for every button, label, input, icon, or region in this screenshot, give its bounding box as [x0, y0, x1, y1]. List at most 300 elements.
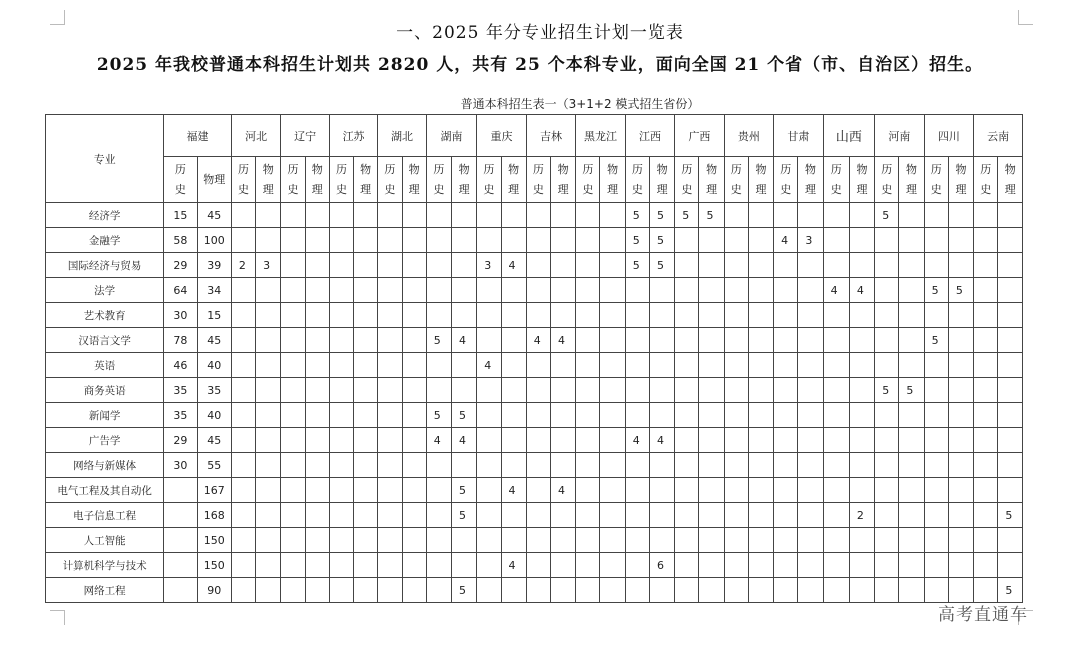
province-quota-cell [748, 278, 773, 303]
province-quota-cell [281, 328, 305, 353]
province-quota-cell [305, 228, 329, 253]
province-quota-cell [699, 528, 724, 553]
province-quota-cell [625, 303, 649, 328]
province-quota-cell [378, 528, 402, 553]
fujian-physics-count: 45 [197, 203, 231, 228]
province-quota-cell [748, 353, 773, 378]
province-quota-cell: 5 [452, 578, 477, 603]
province-quota-cell [823, 553, 849, 578]
province-quota-cell [305, 278, 329, 303]
province-quota-cell [426, 203, 451, 228]
province-quota-cell [699, 578, 724, 603]
fujian-physics-count: 39 [197, 253, 231, 278]
province-quota-cell [798, 428, 823, 453]
header-province-fujian: 福建 [164, 115, 232, 157]
province-quota-cell [849, 353, 874, 378]
province-quota-cell [426, 478, 451, 503]
province-quota-cell [649, 453, 674, 478]
province-quota-cell [675, 553, 699, 578]
province-quota-cell [899, 303, 924, 328]
province-quota-cell [426, 453, 451, 478]
province-quota-cell [550, 303, 575, 328]
province-quota-cell [675, 303, 699, 328]
province-quota-cell [477, 228, 501, 253]
header-province: 广西 [675, 115, 724, 157]
header-province: 山西 [823, 115, 875, 157]
province-quota-cell [576, 428, 600, 453]
province-quota-cell [354, 553, 378, 578]
province-quota-cell [231, 228, 255, 253]
province-quota-cell [402, 528, 426, 553]
province-quota-cell [974, 303, 998, 328]
province-quota-cell: 3 [798, 228, 823, 253]
province-quota-cell [378, 353, 402, 378]
province-quota-cell [699, 328, 724, 353]
province-quota-cell [550, 528, 575, 553]
province-quota-cell [849, 428, 874, 453]
province-quota-cell [477, 278, 501, 303]
province-quota-cell: 4 [526, 328, 550, 353]
province-quota-cell [625, 328, 649, 353]
province-quota-cell [256, 528, 281, 553]
province-quota-cell [550, 578, 575, 603]
province-quota-cell [675, 328, 699, 353]
province-quota-cell [924, 553, 948, 578]
province-quota-cell [256, 378, 281, 403]
province-quota-cell: 5 [924, 328, 948, 353]
province-quota-cell [600, 228, 625, 253]
province-quota-cell [899, 353, 924, 378]
fujian-history-count: 15 [164, 203, 197, 228]
fujian-physics-count: 100 [197, 228, 231, 253]
province-quota-cell [774, 503, 798, 528]
province-quota-cell [699, 228, 724, 253]
province-quota-cell [600, 453, 625, 478]
province-quota-cell [774, 353, 798, 378]
province-quota-cell [823, 528, 849, 553]
province-quota-cell: 2 [231, 253, 255, 278]
province-quota-cell: 5 [426, 328, 451, 353]
major-name: 网络与新媒体 [46, 453, 164, 478]
province-quota-cell [875, 278, 899, 303]
province-quota-cell [501, 578, 526, 603]
province-quota-cell [748, 328, 773, 353]
major-name: 英语 [46, 353, 164, 378]
province-quota-cell: 4 [426, 428, 451, 453]
province-quota-cell [305, 553, 329, 578]
province-quota-cell [452, 528, 477, 553]
province-quota-cell [501, 328, 526, 353]
province-quota-cell [402, 453, 426, 478]
table-row [46, 528, 1023, 553]
province-quota-cell [550, 453, 575, 478]
major-name: 电子信息工程 [46, 503, 164, 528]
table-row [46, 253, 1023, 278]
province-quota-cell [625, 453, 649, 478]
province-quota-cell [576, 528, 600, 553]
province-quota-cell [426, 303, 451, 328]
province-quota-cell [452, 303, 477, 328]
province-quota-cell [724, 403, 748, 428]
province-quota-cell [948, 453, 973, 478]
province-quota-cell [526, 253, 550, 278]
province-quota-cell [402, 203, 426, 228]
province-quota-cell [823, 578, 849, 603]
province-quota-cell: 5 [899, 378, 924, 403]
province-quota-cell [974, 453, 998, 478]
province-quota-cell [899, 228, 924, 253]
header-history: 历 史 [675, 157, 699, 203]
province-quota-cell [998, 253, 1023, 278]
province-quota-cell [625, 578, 649, 603]
province-quota-cell [231, 278, 255, 303]
header-history: 历 史 [477, 157, 501, 203]
table-row [46, 378, 1023, 403]
province-quota-cell [875, 528, 899, 553]
province-quota-cell [329, 378, 353, 403]
province-quota-cell [600, 303, 625, 328]
fujian-physics-count: 40 [197, 353, 231, 378]
province-quota-cell [378, 278, 402, 303]
province-quota-cell: 5 [452, 503, 477, 528]
province-quota-cell [426, 253, 451, 278]
province-quota-cell [402, 278, 426, 303]
province-quota-cell [998, 553, 1023, 578]
province-quota-cell [823, 453, 849, 478]
province-quota-cell: 4 [550, 478, 575, 503]
province-quota-cell [576, 378, 600, 403]
province-quota-cell [849, 453, 874, 478]
province-quota-cell [378, 478, 402, 503]
province-quota-cell [256, 303, 281, 328]
header-physics: 物 理 [748, 157, 773, 203]
province-quota-cell [774, 478, 798, 503]
province-quota-cell [998, 353, 1023, 378]
table-row [46, 503, 1023, 528]
province-quota-cell: 4 [550, 328, 575, 353]
province-quota-cell [256, 328, 281, 353]
province-quota-cell [924, 378, 948, 403]
header-history: 历 史 [281, 157, 305, 203]
fujian-physics-count: 55 [197, 453, 231, 478]
province-quota-cell [875, 478, 899, 503]
province-quota-cell [998, 528, 1023, 553]
province-quota-cell [378, 303, 402, 328]
province-quota-cell [724, 553, 748, 578]
province-quota-cell [256, 428, 281, 453]
province-quota-cell: 5 [875, 378, 899, 403]
province-quota-cell [329, 453, 353, 478]
province-quota-cell [974, 378, 998, 403]
province-quota-cell [576, 303, 600, 328]
province-quota-cell [948, 403, 973, 428]
fujian-history-count: 78 [164, 328, 197, 353]
province-quota-cell [452, 203, 477, 228]
province-quota-cell [823, 403, 849, 428]
province-quota-cell: 4 [625, 428, 649, 453]
fujian-history-count: 46 [164, 353, 197, 378]
province-quota-cell [924, 478, 948, 503]
fujian-history-count [164, 478, 197, 503]
province-quota-cell: 4 [649, 428, 674, 453]
province-quota-cell [849, 378, 874, 403]
province-quota-cell [823, 378, 849, 403]
province-quota-cell [402, 303, 426, 328]
province-quota-cell: 5 [625, 203, 649, 228]
province-quota-cell [748, 503, 773, 528]
province-quota-cell [600, 353, 625, 378]
province-quota-cell [354, 378, 378, 403]
province-quota-cell [402, 378, 426, 403]
province-quota-cell: 3 [256, 253, 281, 278]
province-quota-cell [354, 578, 378, 603]
province-quota-cell [378, 428, 402, 453]
province-quota-cell [948, 428, 973, 453]
province-quota-cell [329, 403, 353, 428]
province-quota-cell [600, 203, 625, 228]
province-quota-cell [724, 228, 748, 253]
province-quota-cell [724, 303, 748, 328]
header-physics: 物 理 [899, 157, 924, 203]
province-quota-cell [998, 378, 1023, 403]
province-quota-cell [231, 578, 255, 603]
province-quota-cell [329, 278, 353, 303]
province-quota-cell [974, 553, 998, 578]
province-quota-cell [699, 378, 724, 403]
major-name: 人工智能 [46, 528, 164, 553]
province-quota-cell [402, 553, 426, 578]
province-quota-cell [849, 203, 874, 228]
province-quota-cell [281, 578, 305, 603]
fujian-physics-count: 167 [197, 478, 231, 503]
province-quota-cell [699, 303, 724, 328]
province-quota-cell [452, 378, 477, 403]
province-quota-cell [231, 453, 255, 478]
province-quota-cell [924, 428, 948, 453]
province-quota-cell [402, 503, 426, 528]
province-quota-cell [426, 353, 451, 378]
province-quota-cell [426, 503, 451, 528]
province-quota-cell [899, 203, 924, 228]
province-quota-cell [402, 228, 426, 253]
province-quota-cell [998, 328, 1023, 353]
province-quota-cell [875, 303, 899, 328]
header-province: 江苏 [329, 115, 377, 157]
province-quota-cell [724, 453, 748, 478]
province-quota-cell [625, 378, 649, 403]
province-quota-cell [329, 578, 353, 603]
document-title: 一、2025 年分专业招生计划一览表 [396, 23, 684, 43]
header-province: 河南 [875, 115, 924, 157]
province-quota-cell [231, 403, 255, 428]
province-quota-cell [354, 328, 378, 353]
province-quota-cell [501, 453, 526, 478]
province-quota-cell [675, 253, 699, 278]
province-quota-cell: 5 [948, 278, 973, 303]
province-quota-cell [501, 203, 526, 228]
province-quota-cell [305, 403, 329, 428]
province-quota-cell [849, 553, 874, 578]
fujian-physics-count: 15 [197, 303, 231, 328]
province-quota-cell [329, 303, 353, 328]
province-quota-cell [875, 453, 899, 478]
province-quota-cell [281, 203, 305, 228]
province-quota-cell [974, 478, 998, 503]
table-caption: 普通本科招生表一（3+1+2 模式招生省份） [460, 97, 700, 111]
province-quota-cell: 5 [924, 278, 948, 303]
province-quota-cell [329, 328, 353, 353]
province-quota-cell [823, 503, 849, 528]
enrollment-plan-table [45, 114, 1023, 603]
province-quota-cell [924, 303, 948, 328]
province-quota-cell: 5 [875, 203, 899, 228]
province-quota-cell [354, 303, 378, 328]
major-name: 金融学 [46, 228, 164, 253]
province-quota-cell [849, 328, 874, 353]
province-quota-cell [798, 578, 823, 603]
province-quota-cell [550, 278, 575, 303]
header-history: 历 史 [526, 157, 550, 203]
province-quota-cell [823, 353, 849, 378]
province-quota-cell [477, 503, 501, 528]
fujian-physics-count: 35 [197, 378, 231, 403]
province-quota-cell [501, 303, 526, 328]
province-quota-cell [649, 528, 674, 553]
province-quota-cell [798, 478, 823, 503]
province-quota-cell [281, 503, 305, 528]
fujian-physics-count: 150 [197, 553, 231, 578]
province-quota-cell [576, 478, 600, 503]
province-quota-cell [774, 553, 798, 578]
province-quota-cell [798, 378, 823, 403]
province-quota-cell: 4 [849, 278, 874, 303]
province-quota-cell [899, 478, 924, 503]
province-quota-cell [974, 428, 998, 453]
province-quota-cell: 5 [625, 253, 649, 278]
province-quota-cell [329, 203, 353, 228]
fujian-history-count [164, 553, 197, 578]
province-quota-cell [798, 528, 823, 553]
province-quota-cell [305, 328, 329, 353]
province-quota-cell: 5 [998, 578, 1023, 603]
province-quota-cell [798, 278, 823, 303]
province-quota-cell [724, 428, 748, 453]
province-quota-cell [231, 503, 255, 528]
province-quota-cell [924, 403, 948, 428]
province-quota-cell [974, 528, 998, 553]
province-quota-cell [998, 403, 1023, 428]
province-quota-cell [875, 553, 899, 578]
province-quota-cell [899, 503, 924, 528]
province-quota-cell [600, 403, 625, 428]
province-quota-cell [378, 503, 402, 528]
province-quota-cell [798, 203, 823, 228]
province-quota-cell [281, 278, 305, 303]
province-quota-cell [305, 303, 329, 328]
province-quota-cell [305, 503, 329, 528]
province-quota-cell: 5 [426, 403, 451, 428]
province-quota-cell [974, 328, 998, 353]
province-quota-cell [948, 528, 973, 553]
province-quota-cell [600, 428, 625, 453]
province-quota-cell: 5 [998, 503, 1023, 528]
province-quota-cell: 4 [452, 428, 477, 453]
province-quota-cell [354, 253, 378, 278]
province-quota-cell [477, 578, 501, 603]
province-quota-cell [526, 553, 550, 578]
header-physics: 物 理 [948, 157, 973, 203]
province-quota-cell [899, 428, 924, 453]
province-quota-cell [452, 553, 477, 578]
province-quota-cell [452, 278, 477, 303]
header-province: 辽宁 [281, 115, 329, 157]
province-quota-cell [477, 453, 501, 478]
province-quota-cell [924, 203, 948, 228]
province-quota-cell: 5 [625, 228, 649, 253]
province-quota-cell [231, 528, 255, 553]
province-quota-cell [526, 528, 550, 553]
province-quota-cell [823, 328, 849, 353]
province-quota-cell [948, 253, 973, 278]
province-quota-cell [426, 528, 451, 553]
province-quota-cell [231, 328, 255, 353]
province-quota-cell [724, 328, 748, 353]
header-history: 历 史 [974, 157, 998, 203]
province-quota-cell: 4 [477, 353, 501, 378]
province-quota-cell [354, 278, 378, 303]
province-quota-cell [526, 278, 550, 303]
province-quota-cell [378, 328, 402, 353]
province-quota-cell [600, 253, 625, 278]
header-history: 历 史 [576, 157, 600, 203]
major-name: 汉语言文学 [46, 328, 164, 353]
province-quota-cell [426, 578, 451, 603]
province-quota-cell [849, 403, 874, 428]
province-quota-cell [924, 453, 948, 478]
province-quota-cell [974, 253, 998, 278]
province-quota-cell [823, 303, 849, 328]
province-quota-cell [576, 228, 600, 253]
province-quota-cell [281, 428, 305, 453]
province-quota-cell [724, 278, 748, 303]
header-history: 历 史 [724, 157, 748, 203]
province-quota-cell [974, 503, 998, 528]
province-quota-cell [774, 203, 798, 228]
province-quota-cell [281, 378, 305, 403]
province-quota-cell [305, 528, 329, 553]
province-quota-cell [974, 228, 998, 253]
province-quota-cell: 3 [477, 253, 501, 278]
province-quota-cell: 4 [823, 278, 849, 303]
province-quota-cell [998, 278, 1023, 303]
header-history: 历 史 [378, 157, 402, 203]
fujian-physics-count: 45 [197, 428, 231, 453]
province-quota-cell [550, 378, 575, 403]
province-quota-cell [924, 228, 948, 253]
province-quota-cell [281, 228, 305, 253]
province-quota-cell [305, 453, 329, 478]
header-province: 重庆 [477, 115, 526, 157]
province-quota-cell [699, 478, 724, 503]
province-quota-cell [526, 228, 550, 253]
province-quota-cell [426, 228, 451, 253]
province-quota-cell [231, 203, 255, 228]
province-quota-cell [699, 503, 724, 528]
province-quota-cell [600, 478, 625, 503]
province-quota-cell [576, 453, 600, 478]
major-name: 计算机科学与技术 [46, 553, 164, 578]
header-province: 湖南 [426, 115, 477, 157]
